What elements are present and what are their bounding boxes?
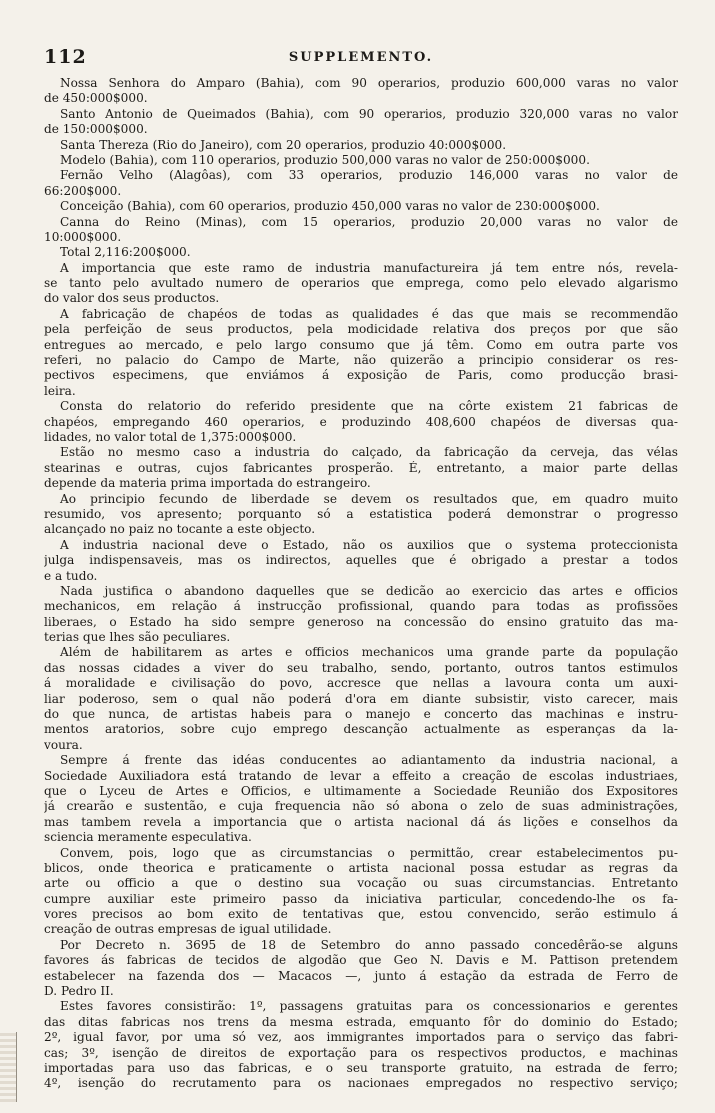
paragraph: [44, 307, 678, 399]
text-line: arte ou officio a que o destino sua vocação ou suas circumstancias. Entretanto: [44, 876, 678, 891]
text-line: stearinas e outras, cujos fabricantes prosperão. É, entretanto, a maior parte dellas: [44, 460, 678, 475]
text-line: Ao principio fecundo de liberdade se devem os resultados que, em quadro muito: [60, 491, 678, 506]
text-line: 10:000$000.: [44, 229, 122, 244]
text-line: se tanto pelo avultado numero de operarios que emprega, como pelo elevado algarismo: [44, 276, 678, 291]
margin-scrap: [0, 1032, 17, 1102]
text-line: Estão no mesmo caso a industria do calçado, da fabricação da cerveja, das vélas: [60, 445, 678, 460]
paragraph: [44, 76, 678, 107]
text-line: Sempre á frente das idéas conducentes ao adiantamento da industria nacional, a: [60, 753, 678, 768]
text-line: pela perfeição de seus productos, pela modicidade relativa dos preços por que são: [44, 322, 678, 337]
text-line: das ditas fabricas nos trens da mesma estrada, emquanto fôr do dominio do Estado;: [44, 1014, 678, 1029]
text-line: referi, no palacio do Campo de Marte, não quizerão a principio considerar os res-: [44, 353, 678, 368]
text-line: alcançado no paiz no tocante a este objecto.: [44, 522, 316, 537]
text-line: Nossa Senhora do Amparo (Bahia), com 90 operarios, produzio 600,000 varas no valor: [60, 76, 678, 90]
text-line: á moralidade e civilisação do povo, accresce que nellas a lavoura conta um auxi-: [44, 676, 678, 691]
running-title: SUPPLEMENTO.: [288, 50, 434, 65]
paragraph: [44, 846, 678, 938]
text-line: liberaes, o Estado ha sido sempre generoso na concessão do ensino gratuito das ma-: [44, 614, 678, 629]
text-line: Estes favores consistirão: 1º, passagens gratuitas para os concessionarios e gerentes: [60, 999, 678, 1014]
text-line: A fabricação de chapéos de todas as qualidades é das que mais se recommendão: [60, 306, 678, 321]
text-line: Por Decreto n. 3695 de 18 de Setembro do anno passado concedêrão-se alguns: [60, 937, 678, 952]
paragraph: [44, 245, 678, 260]
paragraph: [44, 584, 678, 646]
text-line: mentos aratorios, sobre cujo emprego descanção actualmente as esperanças da la-: [44, 722, 678, 737]
text-line: das nossas cidades a viver do seu trabalho, sendo, portanto, outros tantos estimulos: [44, 660, 678, 675]
paragraph: [44, 645, 678, 753]
text-line: importadas para uso das fabricas, e o seu transporte gratuito, na estrada de ferro;: [44, 1061, 678, 1075]
text-line: julga indispensaveis, mas os indirectos, aquelles que é obrigado a prestar a todos: [44, 553, 678, 568]
paragraph: [44, 107, 678, 138]
text-line: blicos, onde theorica e praticamente o artista nacional possa estudar as regras da: [44, 860, 678, 875]
paragraph: [44, 399, 678, 445]
text-line: voura.: [44, 737, 83, 752]
text-line: leira.: [44, 383, 76, 398]
text-line: Canna do Reino (Minas), com 15 operarios, produzio 20,000 varas no valor de: [60, 214, 678, 229]
text-line: terias que lhes são peculiares.: [44, 630, 231, 645]
text-line: sciencia meramente especulativa.: [44, 830, 252, 845]
paragraph: [44, 215, 678, 246]
text-line: Santa Thereza (Rio do Janeiro), com 20 operarios, produzio 40:000$000.: [60, 137, 507, 152]
text-line: já crearão e sustentão, e cuja frequencia não só abona o zelo de suas administrações,: [44, 799, 678, 814]
document-body: [44, 76, 678, 1092]
paragraph: [44, 753, 678, 845]
text-line: Modelo (Bahia), com 110 operarios, produzio 500,000 varas no valor de 250:000$000.: [60, 152, 590, 167]
text-line: cas; 3º, isenção de direitos de exportação para os respectivos productos, e machinas: [44, 1045, 678, 1060]
text-line: e a tudo.: [44, 568, 98, 583]
text-line: liar poderoso, sem o qual não poderá d'ora em diante subsistir, visto carecer, mais: [44, 691, 678, 706]
text-line: Convem, pois, logo que as circumstancias o permittão, crear estabelecimentos pu-: [60, 845, 678, 860]
paragraph: [44, 168, 678, 199]
text-line: resumido, vos apresento; porquanto só a estatistica poderá demonstrar o progresso: [44, 506, 678, 521]
page-header: [44, 46, 678, 70]
text-line: Sociedade Auxiliadora está tratando de levar a effeito a creação de escolas industriaes,: [44, 768, 678, 783]
text-line: Consta do relatorio do referido presidente que na côrte existem 21 fabricas de: [60, 399, 678, 414]
text-line: mas tambem revela a importancia que o artista nacional dá ás lições e conselhos da: [44, 814, 678, 829]
text-line: Santo Antonio de Queimados (Bahia), com 90 operarios, produzio 320,000 varas no valor: [60, 106, 678, 121]
paragraph: [44, 999, 678, 1091]
paragraph: [44, 261, 678, 307]
text-line: 66:200$000.: [44, 183, 122, 198]
paragraph: [44, 492, 678, 538]
text-line: Conceição (Bahia), com 60 operarios, produzio 450,000 varas no valor de 230:000$000.: [60, 199, 600, 214]
paragraph: [44, 445, 678, 491]
paragraph: [44, 138, 678, 153]
text-line: creação de outras empresas de igual utilidade.: [44, 922, 332, 937]
text-line: Nada justifica o abandono daquelles que se dedicão ao exercicio das artes e officios: [60, 583, 678, 598]
text-line: mechanicos, em relação á instrucção profissional, quando para todas as profissões: [44, 599, 678, 614]
page-number: 112: [44, 46, 87, 68]
text-line: que o Lyceu de Artes e Officios, e ultimamente a Sociedade Reunião dos Expositores: [44, 783, 678, 798]
text-line: vores precisos ao bom exito de tentativas que, estou convencido, serão estimulo á: [44, 907, 678, 922]
text-line: do que nunca, de artistas habeis para o manejo e concerto das machinas e instru-: [44, 707, 678, 722]
text-line: Além de habilitarem as artes e officios mechanicos uma grande parte da população: [60, 645, 678, 660]
paragraph: [44, 153, 678, 168]
text-line: de 450:000$000.: [44, 91, 148, 106]
text-line: depende da materia prima importada do estrangeiro.: [44, 476, 371, 491]
paragraph: [44, 938, 678, 1000]
paragraph: [44, 199, 678, 214]
text-line: Fernão Velho (Alagôas), com 33 operarios, produzio 146,000 varas no valor de: [60, 168, 678, 183]
text-line: cumpre auxiliar este primeiro passo da iniciativa particular, concedendo-lhe os fa-: [44, 891, 678, 906]
text-line: 2º, igual favor, por uma só vez, aos immigrantes importados para o serviço das fabri-: [44, 1030, 678, 1045]
text-line: lidades, no valor total de 1,375:000$000.: [44, 429, 297, 444]
text-line: estabelecer na fazenda dos — Macacos —, junto á estação da estrada de Ferro de: [44, 968, 678, 983]
paragraph: [44, 538, 678, 584]
text-line: de 150:000$000.: [44, 122, 148, 137]
text-line: favores ás fabricas de tecidos de algodão que Geo N. Davis e M. Pattison pretendem: [44, 953, 678, 968]
text-line: A importancia que este ramo de industria manufactureira já tem entre nós, revela-: [60, 260, 678, 275]
text-line: pectivos especimens, que enviámos á exposição de Paris, como producção brasi-: [44, 368, 678, 383]
text-line: entregues ao mercado, e pelo largo consumo que já têm. Como em outra parte vos: [44, 337, 678, 352]
document-page: [44, 46, 678, 1092]
text-line: chapéos, empregando 460 operarios, e produzindo 408,600 chapéos de diversas qua-: [44, 414, 678, 429]
text-line: do valor dos seus productos.: [44, 291, 220, 306]
text-line: 4º, isenção do recrutamento para os nacionaes empregados no respectivo serviço;: [44, 1076, 678, 1091]
text-line: A industria nacional deve o Estado, não os auxilios que o systema proteccionista: [60, 537, 678, 552]
text-line: D. Pedro II.: [44, 984, 114, 999]
text-line: Total 2,116:200$000.: [60, 245, 191, 260]
